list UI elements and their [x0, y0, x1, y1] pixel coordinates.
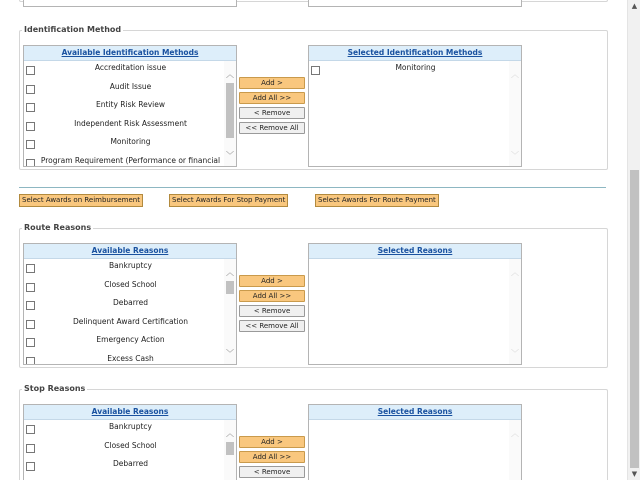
page-scrollbar[interactable] — [627, 0, 640, 480]
selected-identification-methods-listbox[interactable] — [308, 45, 522, 167]
item-checkbox[interactable] — [311, 66, 320, 75]
list-item[interactable] — [24, 278, 223, 297]
list-item[interactable] — [24, 439, 223, 458]
previous-selected-listbox[interactable] — [308, 0, 522, 7]
list-scrollbar[interactable] — [509, 259, 521, 364]
selected-route-reasons-listbox[interactable] — [308, 243, 522, 365]
list-item[interactable] — [24, 98, 223, 117]
list-item-label: Accreditation issue — [94, 63, 167, 72]
item-checkbox[interactable] — [26, 301, 35, 310]
page-scroll-thumb[interactable] — [630, 170, 639, 468]
remove-all-button[interactable]: << Remove All — [239, 122, 305, 134]
section-divider — [19, 187, 606, 188]
available-identification-methods-header[interactable]: Available Identification Methods — [24, 46, 236, 61]
add-all-button[interactable]: Add All >> — [239, 290, 305, 302]
list-item[interactable] — [24, 333, 223, 352]
add-all-button[interactable]: Add All >> — [239, 92, 305, 104]
list-item[interactable] — [24, 80, 223, 99]
item-checkbox[interactable] — [26, 66, 35, 75]
add-button[interactable]: Add > — [239, 436, 305, 448]
selected-reasons-header[interactable]: Selected Reasons — [309, 405, 521, 420]
item-checkbox[interactable] — [26, 122, 35, 131]
list-item-label: Bankruptcy — [109, 261, 152, 270]
scroll-up-icon[interactable]: ︿ — [226, 70, 234, 79]
list-scrollbar[interactable] — [224, 61, 236, 166]
add-all-button[interactable]: Add All >> — [239, 451, 305, 463]
list-scrollbar[interactable] — [224, 259, 236, 364]
item-checkbox[interactable] — [26, 338, 35, 347]
list-item-label: Emergency Action — [96, 335, 165, 345]
scroll-up-icon[interactable]: ︿ — [511, 429, 519, 438]
item-checkbox[interactable] — [26, 283, 35, 292]
route-reasons-legend: Route Reasons — [24, 223, 92, 232]
list-item[interactable] — [24, 61, 223, 80]
scroll-up-icon[interactable]: ▲ — [631, 2, 638, 10]
list-item[interactable] — [24, 135, 223, 154]
identification-method-legend: Identification Method — [24, 25, 122, 34]
item-checkbox[interactable] — [26, 85, 35, 94]
scroll-up-icon[interactable]: ︿ — [511, 70, 519, 79]
list-item[interactable] — [24, 154, 223, 166]
list-item[interactable] — [24, 457, 223, 476]
scroll-thumb[interactable] — [226, 281, 234, 294]
list-item[interactable] — [309, 61, 508, 80]
list-item[interactable] — [24, 259, 223, 278]
item-checkbox[interactable] — [26, 140, 35, 149]
available-route-reasons-listbox[interactable] — [23, 243, 237, 365]
stop-reasons-legend: Stop Reasons — [24, 384, 86, 393]
scroll-thumb[interactable] — [226, 83, 234, 138]
available-identification-methods-listbox[interactable] — [23, 45, 237, 167]
list-item-label: Program Requirement (Performance or financial — [40, 155, 221, 165]
list-item-label: Bankruptcy — [109, 422, 152, 431]
list-scrollbar[interactable] — [509, 61, 521, 166]
list-item[interactable] — [24, 117, 223, 136]
list-item[interactable] — [24, 315, 223, 334]
add-button[interactable]: Add > — [239, 275, 305, 287]
available-reasons-header[interactable]: Available Reasons — [24, 244, 236, 259]
list-item-label: Monitoring — [395, 63, 436, 72]
list-item-label: Monitoring — [110, 137, 151, 147]
list-scrollbar[interactable] — [509, 420, 521, 480]
add-button[interactable]: Add > — [239, 77, 305, 89]
list-item[interactable] — [24, 352, 223, 364]
selected-reasons-header[interactable]: Selected Reasons — [309, 244, 521, 259]
select-awards-route-payment-button[interactable]: Select Awards For Route Payment — [315, 194, 439, 207]
select-awards-reimbursement-button[interactable]: Select Awards on Reimbursement — [19, 194, 143, 207]
select-awards-stop-payment-button[interactable]: Select Awards For Stop Payment — [169, 194, 288, 207]
scroll-down-icon[interactable]: ﹀ — [511, 349, 519, 358]
item-checkbox[interactable] — [26, 425, 35, 434]
selected-stop-reasons-listbox[interactable] — [308, 404, 522, 480]
list-scrollbar[interactable] — [224, 420, 236, 480]
list-item-label: Excess Cash — [107, 353, 154, 363]
item-checkbox[interactable] — [26, 159, 35, 166]
list-item-label: Entity Risk Review — [96, 100, 165, 110]
remove-button[interactable]: < Remove — [239, 466, 305, 478]
available-reasons-header[interactable]: Available Reasons — [24, 405, 236, 420]
remove-button[interactable]: < Remove — [239, 107, 305, 119]
list-item-label: Closed School — [104, 440, 157, 450]
list-item-label: Debarred — [113, 298, 148, 308]
list-item-label: Delinquent Award Certification — [73, 316, 188, 326]
scroll-down-icon[interactable]: ﹀ — [226, 151, 234, 160]
list-item-label: Closed School — [104, 279, 157, 289]
scroll-down-icon[interactable]: ﹀ — [511, 151, 519, 160]
list-item-label: Debarred — [113, 459, 148, 469]
list-item[interactable] — [24, 420, 223, 439]
selected-identification-methods-header[interactable]: Selected Identification Methods — [309, 46, 521, 61]
scroll-up-icon[interactable]: ︿ — [226, 268, 234, 277]
scroll-up-icon[interactable]: ︿ — [511, 268, 519, 277]
scroll-down-icon[interactable]: ▼ — [631, 470, 638, 478]
item-checkbox[interactable] — [26, 264, 35, 273]
scroll-down-icon[interactable]: ﹀ — [226, 349, 234, 358]
item-checkbox[interactable] — [26, 357, 35, 364]
scroll-thumb[interactable] — [226, 442, 234, 455]
list-item[interactable] — [24, 296, 223, 315]
item-checkbox[interactable] — [26, 320, 35, 329]
item-checkbox[interactable] — [26, 444, 35, 453]
item-checkbox[interactable] — [26, 103, 35, 112]
item-checkbox[interactable] — [26, 462, 35, 471]
remove-button[interactable]: < Remove — [239, 305, 305, 317]
scroll-up-icon[interactable]: ︿ — [226, 429, 234, 438]
previous-available-listbox[interactable] — [23, 0, 237, 7]
list-item-label: Audit Issue — [109, 81, 152, 91]
available-stop-reasons-listbox[interactable] — [23, 404, 237, 480]
remove-all-button[interactable]: << Remove All — [239, 320, 305, 332]
list-item-label: Independent Risk Assessment — [74, 118, 187, 128]
